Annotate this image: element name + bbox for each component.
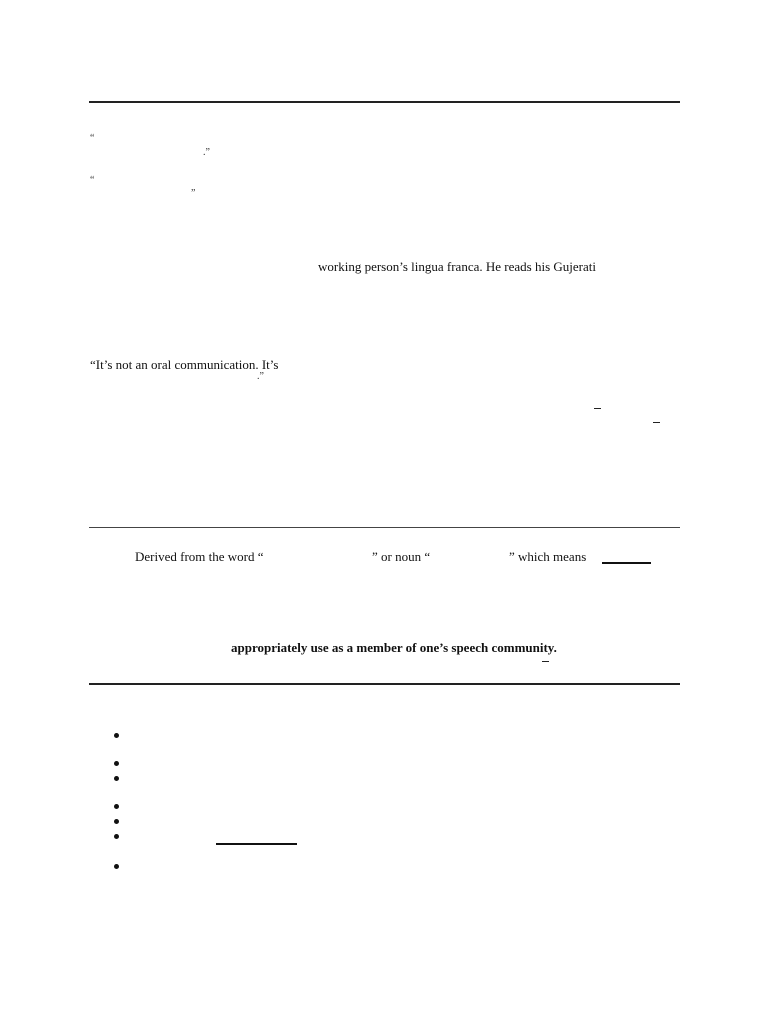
fill-in-blank [602, 562, 651, 564]
open-quote-mark: “ [90, 133, 95, 144]
dash-mark [542, 661, 549, 662]
bullet-item-5 [114, 819, 119, 824]
section-divider-top [89, 101, 680, 103]
section-divider-bottom [89, 683, 680, 685]
bold-definition-text: appropriately use as a member of one’s speech community. [231, 640, 557, 655]
which-means-text: ” which means [509, 549, 587, 564]
dash-mark [653, 422, 660, 423]
paragraph-fragment: working person’s lingua franca. He reads his Gujerati [318, 259, 596, 274]
close-quote-mark: .” [203, 147, 210, 158]
close-quote-mark: .” [257, 371, 264, 382]
section-divider-middle [89, 527, 680, 528]
bullet-item-1 [114, 733, 119, 738]
bullet-item-3 [114, 776, 119, 781]
bullet-item-7 [114, 864, 119, 869]
bullet-item-4 [114, 804, 119, 809]
bullet-item-2 [114, 761, 119, 766]
open-quote-mark: “ [90, 175, 95, 186]
list-fill-in-blank [216, 843, 297, 845]
quote-text: “It’s not an oral communication. It’s [90, 357, 279, 372]
bullet-item-6 [114, 834, 119, 839]
derived-prefix: Derived from the word “ [135, 549, 264, 564]
dash-mark [594, 408, 601, 409]
close-quote-mark: ” [191, 188, 196, 199]
definition-line [135, 549, 264, 564]
or-noun-text: ” or noun “ [372, 549, 431, 564]
